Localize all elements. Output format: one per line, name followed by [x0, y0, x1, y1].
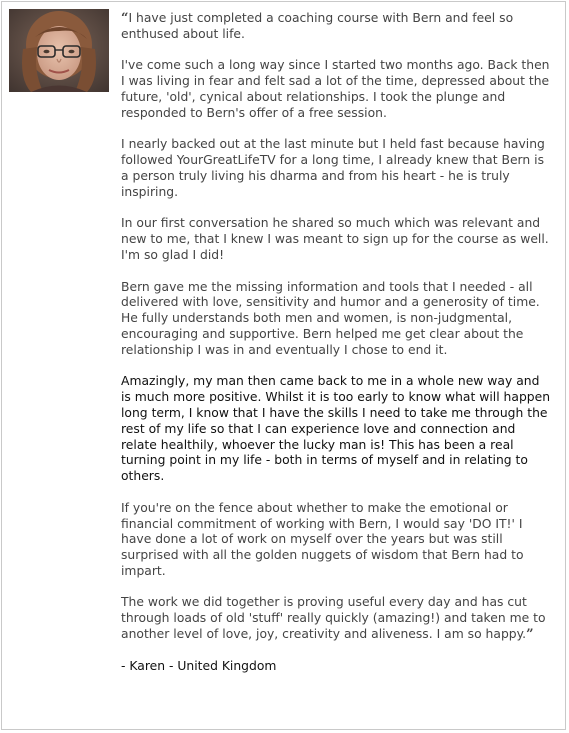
testimonial-paragraph-2: I've come such a long way since I started two months ago. Back then I was living in fear and felt sad a lot of the time, depressed about the future, 'old', cynical about relationships. I took the plunge and responded to Bern's offer of a free session. — [121, 58, 550, 120]
testimonial-paragraph-8 — [121, 595, 553, 642]
testimonial-paragraph-3: I nearly backed out at the last minute but I held fast because having followed YourGreatLifeTV for a long time, I already knew that Bern is a person truly living his dharma and from his heart - he is truly inspiring. — [121, 137, 545, 199]
testimonial-card — [1, 1, 566, 730]
open-quote-mark: “ — [121, 11, 129, 26]
testimonial-text — [121, 11, 553, 690]
testimonial-signature: - Karen - United Kingdom — [121, 658, 277, 673]
author-photo — [9, 9, 109, 92]
testimonial-paragraph-1 — [121, 11, 553, 43]
paragraph-text: I have just completed a coaching course with Bern and feel so enthused about life. — [121, 11, 514, 41]
testimonial-paragraph-4: In our first conversation he shared so much which was relevant and new to me, that I knew I was meant to sign up for the course as well. I'm so glad I did! — [121, 216, 549, 262]
close-quote-mark: ” — [526, 627, 534, 643]
testimonial-paragraph-7: If you're on the fence about whether to make the emotional or financial commitment of working with Bern, I would say 'DO IT!' I have done a lot of work on myself over the years but was still surprised with all the golden nuggets of wisdom that Bern had to impart. — [121, 500, 524, 578]
testimonial-paragraph-6: Amazingly, my man then came back to me in a whole new way and is much more positive. Whilst it is too early to know what will happen long term, I know that I have the skills I need to take me through the rest of my life so that I can experience love and connection and relate healthily, whoever the lucky man is! This has been a real turning point in my life - both in terms of myself and in relating to others. — [121, 374, 551, 484]
author-portrait-image — [9, 9, 109, 92]
testimonial-paragraph-5: Bern gave me the missing information and tools that I needed - all delivered with love, sensitivity and humor and a generosity of time. He fully understands both men and women, is non-judgmental, encouraging and supportive. Bern helped me get clear about the relationship I was in and eventually I chose to end it. — [121, 279, 540, 357]
paragraph-text: The work we did together is proving useful every day and has cut through loads of old 'stuff' really quickly (amazing!) and taken me to another level of love, joy, creativity and aliveness. I am so happy. — [121, 595, 546, 642]
